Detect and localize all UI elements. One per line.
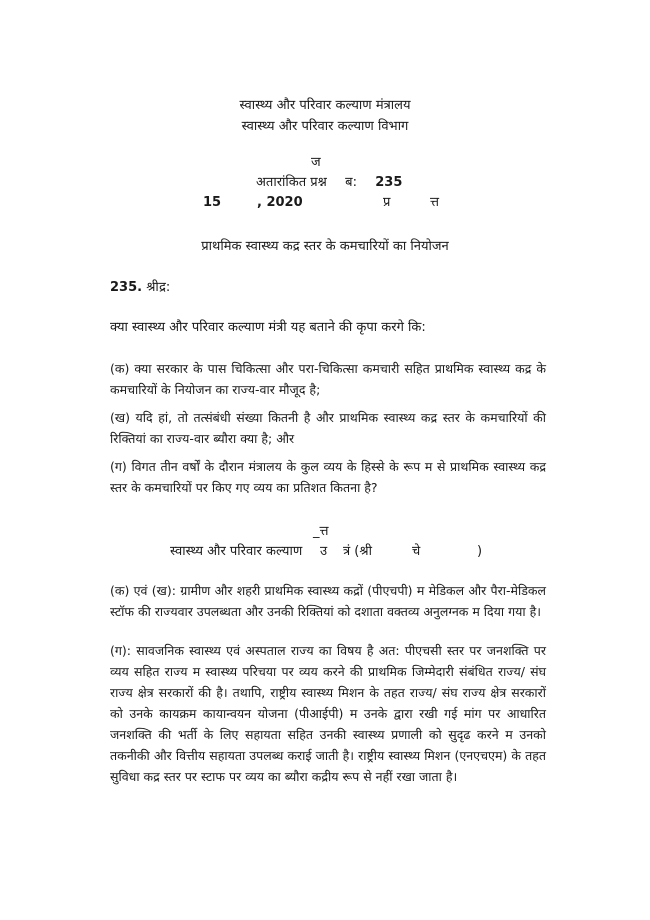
minister-prefix: स्वास्थ्य और परिवार कल्याण (170, 544, 303, 559)
question-by-left: श्री (146, 280, 159, 295)
question-subject: प्राथमिक स्वास्थ्य कद्र स्तर के कमचारियों का नियोजन (201, 239, 449, 254)
question-ka: (क) क्या सरकार के पास चिकित्सा और परा-चिकित्सा कमचारी सहित प्राथमिक स्वास्थ्य कद्र के कमचारियों के नियोजन का राज्य-वार मौजूद है; (110, 361, 546, 397)
ministry-title: स्वास्थ्य और परिवार कल्याण मंत्रालय (239, 98, 411, 113)
minister-close-paren: ) (477, 544, 483, 559)
number-marker: ब: (345, 175, 357, 190)
department-title: स्वास्थ्य और परिवार कल्याण विभाग (241, 119, 409, 134)
answer-ga: (ग): सावजनिक स्वास्थ्य एवं अस्पताल राज्य का विषय है अत: पीएचसी स्तर पर जनशक्ति पर व्यय सहित राज्य म स्वास्थ्य परिचया पर व्यय करने की प्राथमिक जिम्मेदारी संबंधित राज्य/ संघ राज्य क्षेत्र सरकारों की है। तथापि, राष्ट्रीय स्वास्थ्य मिशन के तहत राज्य/ संघ राज्य क्षेत्र सरकारों को उनके कायक्रम कायान्वयन योजना (पीआईपी) म उनके द्वारा रखी गई मांग पर आधारित जनशक्ति की भर्ती के लिए सहायता सहित उनकी स्वास्थ्य प्रणाली को सुदृढ करने म उनको तकनीकी और वित्तीय सहायता उपलब्ध कराई जाती है। राष्ट्रीय स्वास्थ्य मिशन (एनएचएम) के तहत सुविधा कद्र स्तर पर स्टाफ पर व्यय का ब्यौरा कद्रीय रूप से नहीं रखा जाता है। (110, 643, 546, 784)
question-by-right: द्र: (159, 280, 171, 295)
answer-ka-kha: (क) एवं (ख): ग्रामीण और शहरी प्राथमिक स्वास्थ्य कद्रों (पीएचपी) म मेडिकल और पैरा-मेडिकल स्टॉफ की राज्यवार उपलब्धता और उनकी रिक्तियां को दशाता वक्तव्य अनुलग्नक म दिया गया है। (110, 583, 546, 619)
question-intro: क्या स्वास्थ्य और परिवार कल्याण मंत्री यह बताने की कृपा करगे कि: (110, 320, 426, 335)
answer-date-suffix: त्त (430, 195, 439, 210)
question-kha: (ख) यदि हां, तो तत्संबंधी संख्या कितनी है और प्राथमिक स्वास्थ्य कद्र स्तर के कमचारियों की रिक्तियां का राज्य-वार ब्यौरा क्या है; और (110, 410, 546, 446)
question-number: 235 (375, 175, 403, 190)
answer-date-prefix: प्र (383, 195, 391, 210)
question-by-line (110, 280, 159, 296)
question-marker: ज (311, 155, 321, 170)
date-day: 15 (203, 195, 222, 210)
minister-mid: उ (320, 544, 328, 559)
minister-name-end: चे (412, 544, 421, 559)
question-ga: (ग) विगत तीन वर्षों के दौरान मंत्रालय के कुल व्यय के हिस्से के रूप म से प्राथमिक स्वास्थ्य कद्र स्तर के कमचारियों पर किए गए व्यय का प्रतिशत कितना है? (110, 459, 546, 495)
unstarred-question-label (256, 175, 402, 191)
date-year: , 2020 (257, 195, 303, 210)
unstarred-prefix: अतारांकित प्रश्न (256, 175, 327, 190)
minister-name-start: त्रं (श्री (343, 544, 372, 559)
question-by-number: 235. (110, 280, 143, 295)
answer-marker: _त्त (313, 524, 329, 539)
